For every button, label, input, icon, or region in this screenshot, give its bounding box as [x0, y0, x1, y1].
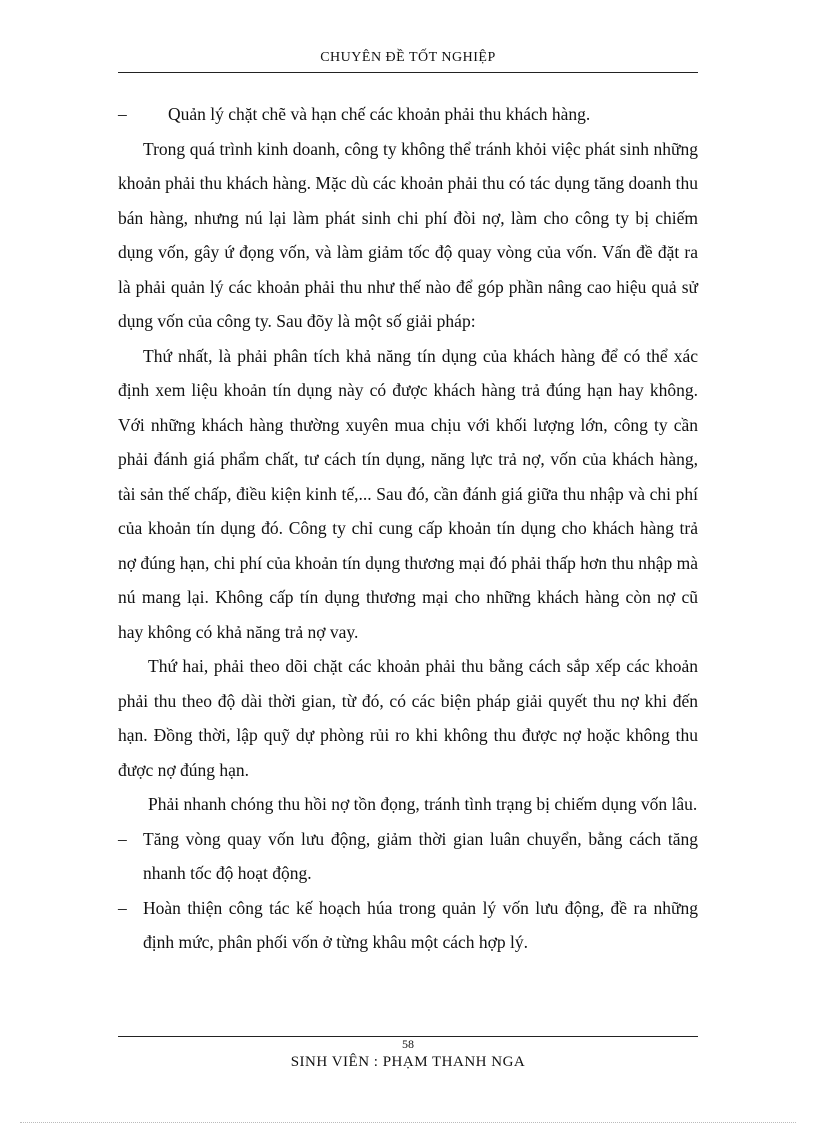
bullet-text: Hoàn thiện công tác kế hoạch húa trong quản lý vốn lưu động, đề ra những định mức, phân phối vốn ở từng khâu một cách hợp lý.	[143, 897, 698, 952]
page-header-title: CHUYÊN ĐỀ TỐT NGHIỆP	[320, 50, 496, 65]
bullet-item-1	[118, 822, 698, 891]
footer-student-name: SINH VIÊN : PHẠM THANH NGA	[290, 1054, 526, 1070]
bullet-item-2	[118, 891, 698, 960]
paragraph-3: Thứ hai, phải theo dõi chặt các khoản phải thu bằng cách sắp xếp các khoản phải thu theo độ dài thời gian, từ đó, có các biện pháp giải quyết thu nợ khi đến hạn. Đồng thời, lập quỹ dự phòng rủi ro khi không thu được nợ hoặc không thu được nợ đúng hạn.	[118, 656, 698, 780]
heading-text: Quản lý chặt chẽ và hạn chế các khoản phải thu khách hàng.	[168, 104, 591, 124]
paragraph-4: Phải nhanh chóng thu hồi nợ tồn đọng, tránh tình trạng bị chiếm dụng vốn lâu.	[148, 794, 698, 814]
dash-marker: –	[118, 104, 127, 124]
paragraph-1: Trong quá trình kinh doanh, công ty không thể tránh khỏi việc phát sinh những khoản phải thu khách hàng. Mặc dù các khoản phải thu có tác dụng tăng doanh thu bán hàng, nhưng nú lại làm phát sinh chi phí đòi nợ, làm cho công ty bị chiếm dụng vốn, gây ứ đọng vốn, và làm giảm tốc độ quay vòng của vốn. Vấn đề đặt ra là phải quản lý các khoản phải thu như thế nào để góp phần nâng cao hiệu quả sử dụng vốn của công ty. Sau đõy là một số giải pháp:	[118, 138, 698, 331]
header-divider	[118, 72, 698, 73]
bullet-text: Tăng vòng quay vốn lưu động, giảm thời gian luân chuyển, bằng cách tăng nhanh tốc độ hoạt động.	[143, 828, 698, 883]
bullet-dash: –	[118, 828, 127, 849]
page-number: 58	[402, 1037, 414, 1051]
paragraph-2: Thứ nhất, là phải phân tích khả năng tín dụng của khách hàng để có thể xác định xem liệu khoản tín dụng này có được khách hàng trả đúng hạn hay không. Với những khách hàng thường xuyên mua chịu với khối lượng lớn, công ty cần phải đánh giá phẩm chất, tư cách tín dụng, năng lực trả nợ, vốn của khách hàng, tài sản thế chấp, điều kiện kinh tế,... Sau đó, cần đánh giá giữa thu nhập và chi phí của khoản tín dụng đó. Công ty chỉ cung cấp khoản tín dụng cho khách hàng trả nợ đúng hạn, chi phí của khoản tín dụng thương mại đó phải thấp hơn thu nhập mà nú mang lại. Không cấp tín dụng thương mại cho những khách hàng còn nợ cũ hay không có khả năng trả nợ vay.	[118, 345, 698, 642]
heading-line	[118, 97, 698, 132]
bullet-dash: –	[118, 897, 127, 918]
document-body	[118, 97, 698, 960]
